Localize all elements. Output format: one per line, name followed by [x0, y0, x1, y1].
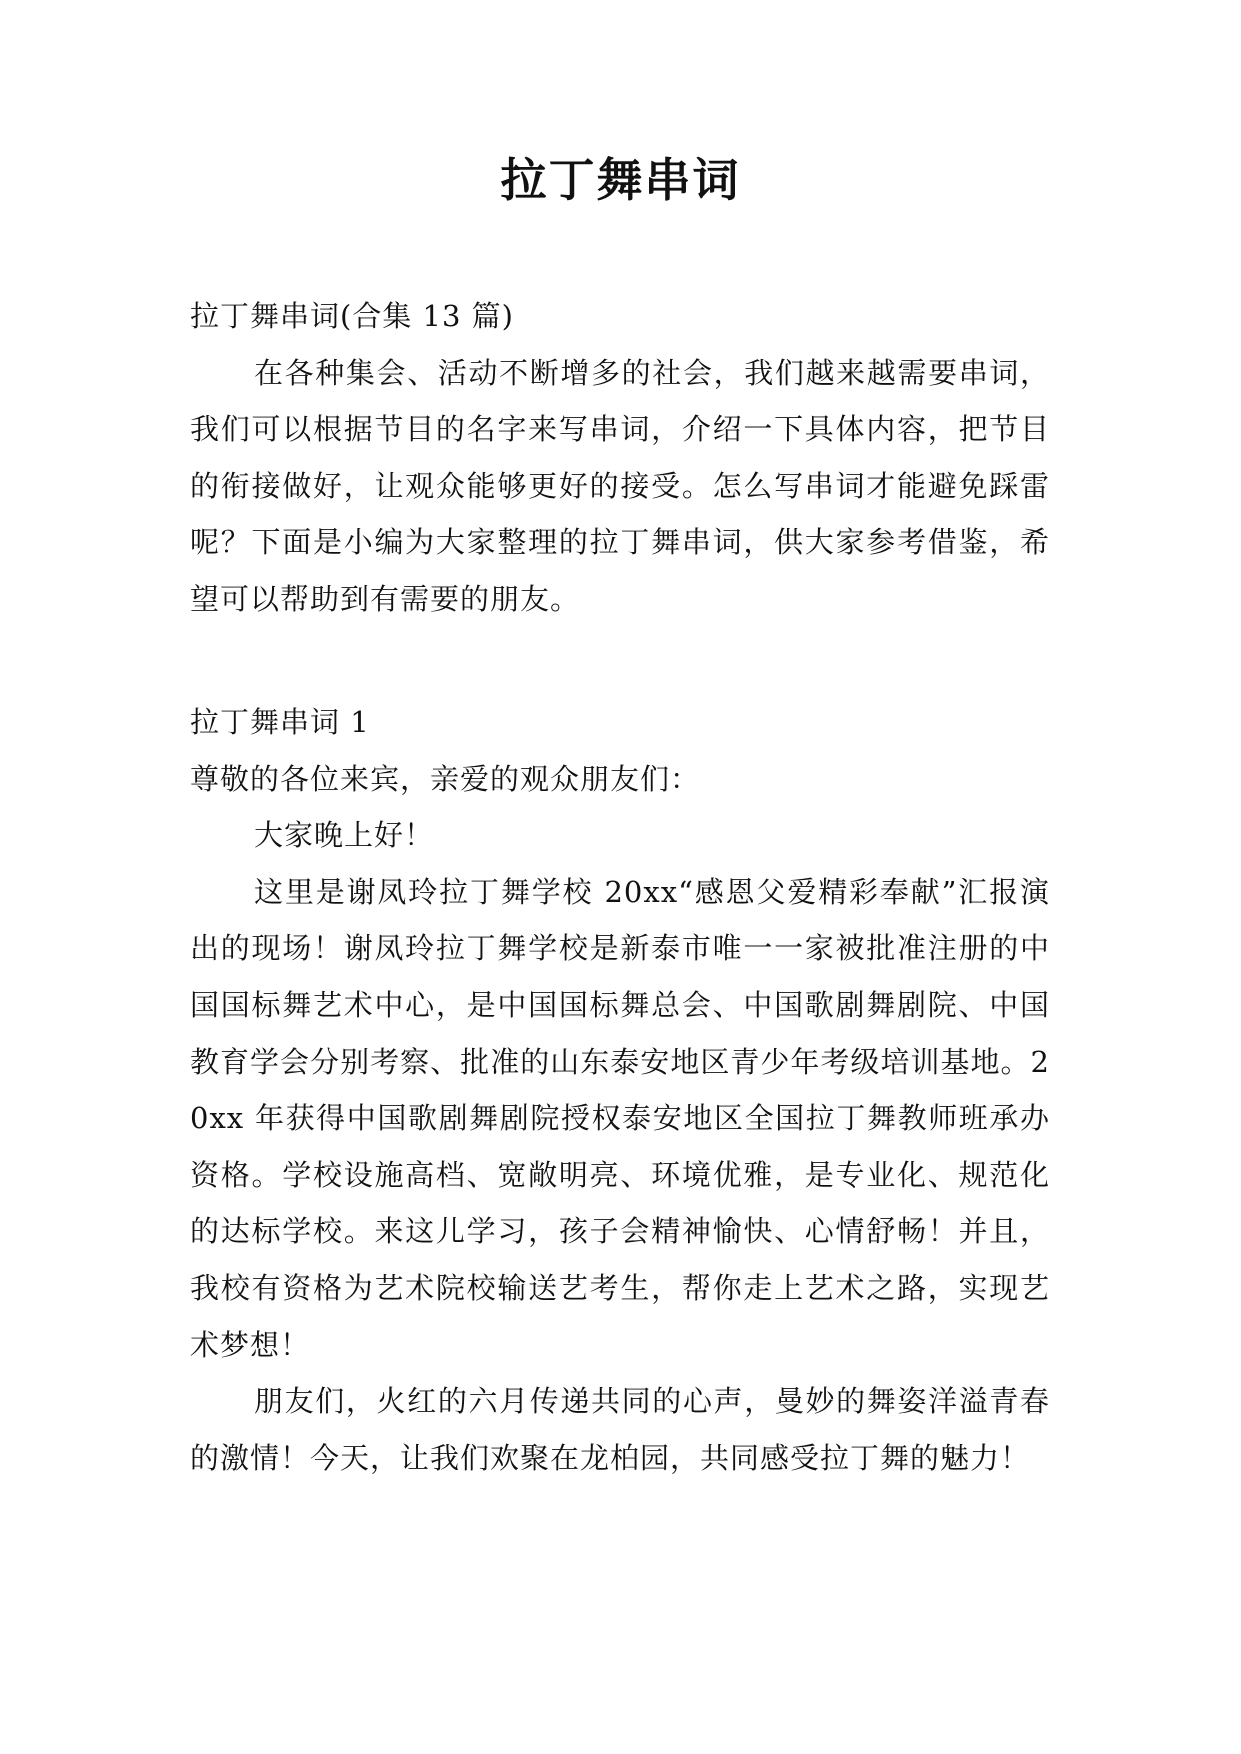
page-title: 拉丁舞串词 [500, 153, 741, 207]
body-paragraph-closing: 朋友们，火红的六月传递共同的心声，曼妙的舞姿洋溢青春的激情！今天，让我们欢聚在龙柏园，共同感受拉丁舞的魅力！ [190, 1384, 1050, 1475]
salutation: 尊敬的各位来宾，亲爱的观众朋友们： [190, 761, 701, 796]
intro-section [190, 288, 1050, 628]
section-1 [190, 694, 1050, 1486]
intro-paragraph: 在各种集会、活动不断增多的社会，我们越来越需要串词，我们可以根据节目的名字来写串词，介绍一下具体内容，把节目的衔接做好，让观众能够更好的接受。怎么写串词才能避免踩雷呢？下面是小编为大家整理的拉丁舞串词，供大家参考借鉴，希望可以帮助到有需要的朋友。 [190, 355, 1050, 616]
greeting: 大家晚上好！ [254, 818, 435, 853]
body-paragraph: 这里是谢凤玲拉丁舞学校 20xx“感恩父爱精彩奉献”汇报演出的现场！谢凤玲拉丁舞学校是新泰市唯一一家被批准注册的中国国标舞艺术中心，是中国国标舞总会、中国歌剧舞剧院、中国教育学会分别考察、批准的山东泰安地区青少年考级培训基地。20xx 年获得中国歌剧舞剧院授权泰安地区全国拉丁舞教师班承办资格。学校设施高档、宽敞明亮、环境优雅，是专业化、规范化的达标学校。来这儿学习，孩子会精神愉快、心情舒畅！并且，我校有资格为艺术院校输送艺考生，帮你走上艺术之路，实现艺术梦想！ [190, 874, 1050, 1362]
collection-subtitle: 拉丁舞串词(合集 13 篇) [190, 299, 514, 333]
section-heading: 拉丁舞串词 1 [190, 705, 370, 739]
